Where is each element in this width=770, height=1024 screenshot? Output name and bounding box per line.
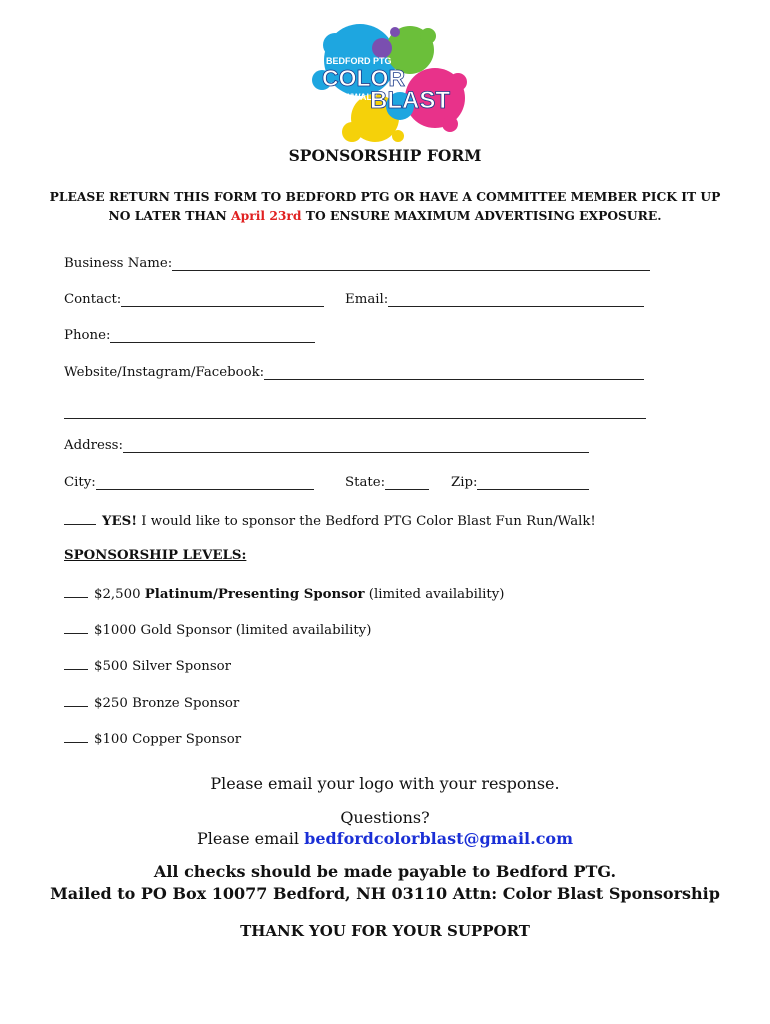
level-row-bronze[interactable] [64,693,239,711]
contact-email-link[interactable]: bedfordcolorblast@gmail.com [304,829,574,848]
email-label: Email: [345,292,389,307]
return-instructions [40,187,730,225]
state-label: State: [345,475,386,490]
questions-text: Questions? [340,808,430,827]
checks-payable-text: All checks should be made payable to Bedford PTG. [153,862,617,881]
email-field[interactable] [345,292,644,307]
level-checkbox-blank[interactable] [64,729,88,743]
zip-field[interactable] [451,475,589,490]
city-field[interactable] [64,475,314,490]
level-amount: $250 [94,696,133,711]
level-name: Silver Sponsor [132,659,232,674]
level-name: Platinum/Presenting Sponsor [144,587,365,602]
city-label: City: [64,475,96,490]
paint-splash-logo-graphic [300,20,470,148]
svg-text:BEDFORD PTG: BEDFORD PTG [326,56,392,66]
city-line[interactable] [96,475,314,490]
email-prefix: Please email [196,829,305,848]
level-row-gold[interactable] [64,620,371,638]
mailing-address-text: Mailed to PO Box 10077 Bedford, NH 03110 Attn: Color Blast Sponsorship [50,884,720,903]
zip-label: Zip: [451,475,478,490]
svg-text:COLOR: COLOR [322,65,406,91]
website-field[interactable] [64,365,644,380]
business-name-line[interactable] [172,256,650,271]
address-label: Address: [64,438,123,453]
level-row-platinum[interactable] [64,584,504,602]
contact-label: Contact: [64,292,122,307]
website-extra-line[interactable] [64,404,646,419]
state-line[interactable] [385,475,429,490]
email-line[interactable] [388,292,644,307]
instructions-line-1: PLEASE RETURN THIS FORM TO BEDFORD PTG OR HAVE A COMMITTEE MEMBER PICK IT UP [49,189,721,204]
yes-checkbox-blank[interactable] [64,511,96,525]
instructions-line-2-pre: NO LATER THAN [108,208,232,223]
level-checkbox-blank[interactable] [64,693,88,707]
contact-field[interactable] [64,292,324,307]
level-name: Bronze Sponsor [132,696,240,711]
address-field[interactable] [64,438,589,453]
contact-line[interactable] [121,292,324,307]
level-row-copper[interactable] [64,729,241,747]
level-amount: $500 [94,659,133,674]
state-field[interactable] [345,475,429,490]
sponsor-confirm-row[interactable] [64,511,596,529]
logo-request-text: Please email your logo with your response. [210,774,560,793]
level-note: (limited availability) [364,587,505,602]
level-amount: $1000 [94,623,141,638]
business-name-field[interactable] [64,256,650,271]
color-blast-logo [300,20,470,148]
address-line[interactable] [123,438,589,453]
phone-line[interactable] [110,328,315,343]
level-checkbox-blank[interactable] [64,584,88,598]
yes-text: I would like to sponsor the Bedford PTG Color Blast Fun Run/Walk! [137,514,596,529]
website-line[interactable] [264,365,644,380]
svg-text:RUN/WALK: RUN/WALK [330,92,379,102]
zip-line[interactable] [477,475,589,490]
deadline-date: April 23rd [231,208,302,223]
phone-field[interactable] [64,328,315,343]
svg-text:BLAST: BLAST [370,87,450,114]
form-title: SPONSORSHIP FORM [288,146,482,165]
level-row-silver[interactable] [64,656,231,674]
level-checkbox-blank[interactable] [64,620,88,634]
instructions-line-2 [40,206,730,225]
level-note: (limited availability) [231,623,372,638]
thank-you-text: THANK YOU FOR YOUR SUPPORT [240,922,530,940]
business-name-label: Business Name: [64,256,173,271]
level-checkbox-blank[interactable] [64,656,88,670]
level-name: Gold Sponsor [140,623,232,638]
level-amount: $2,500 [94,587,145,602]
level-name: Copper Sponsor [132,732,242,747]
yes-label: YES! [102,514,138,529]
sponsorship-levels-heading: SPONSORSHIP LEVELS: [64,548,247,563]
website-label: Website/Instagram/Facebook: [64,365,265,380]
level-amount: $100 [94,732,133,747]
instructions-line-2-post: TO ENSURE MAXIMUM ADVERTISING EXPOSURE. [301,208,662,223]
phone-label: Phone: [64,328,111,343]
contact-email-line [0,829,770,848]
